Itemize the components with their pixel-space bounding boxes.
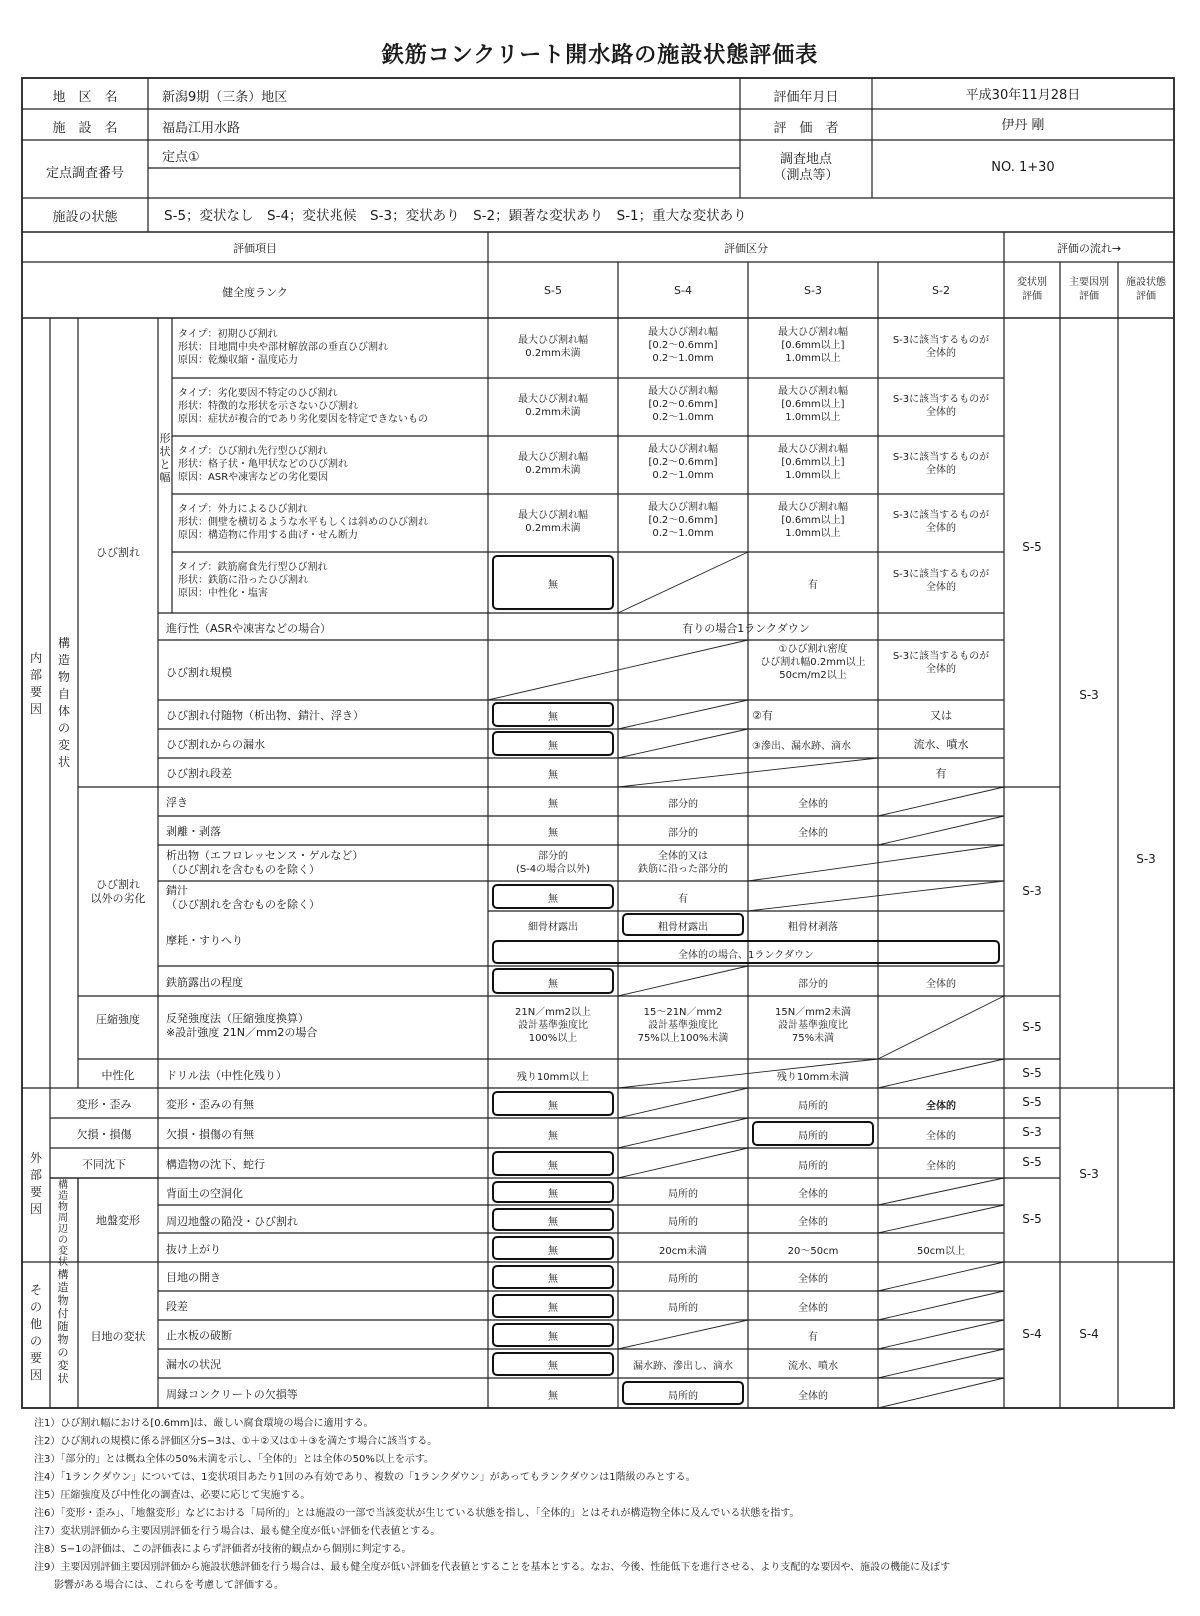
head-eval-item: 評価項目 <box>233 242 277 255</box>
crack-type-5: タイプ：鉄筋腐食先行型ひび割れ 形状：鉄筋に沿ったひび割れ 原因：中性化・塩害 <box>178 562 328 599</box>
group-compress: 圧縮強度 <box>96 1013 140 1026</box>
crack-type-1-s3: 最大ひび割れ幅 [0.6mm以上] 1.0mm以上 <box>778 327 848 364</box>
joint-open-s5: 無 <box>548 1274 558 1285</box>
wear-s5: 細骨材露出 <box>528 922 578 933</box>
rust-s4: 有 <box>678 894 688 905</box>
settle-s5: 無 <box>548 1161 558 1172</box>
head-col-b: 主要因別 評価 <box>1069 277 1109 302</box>
group-neutral: 中性化 <box>101 1069 135 1082</box>
district-label: 地 区 名 <box>52 90 118 105</box>
leak-state-s5: 無 <box>548 1361 558 1372</box>
stop-s3: 有 <box>808 1332 818 1343</box>
note-2: 注2）ひび割れの規模に係る評価区分S−3は、①＋②又は①＋③を満たす場合に該当する。 <box>34 1436 438 1447</box>
group-non-crack: ひび割れ 以外の劣化 <box>90 878 146 905</box>
head-s4: S-4 <box>674 284 692 297</box>
compress-s5: 21N／mm2以上 設計基準強度比 100%以上 <box>514 1007 592 1044</box>
spall-s4: 部分的 <box>668 828 698 839</box>
leak-state-s3: 流水、噴水 <box>788 1361 838 1372</box>
step-s2: 有 <box>935 767 947 780</box>
result-neutral: S-5 <box>1022 1066 1042 1080</box>
rebar-s2: 全体的 <box>926 979 956 990</box>
crack-type-3: タイプ：ひび割れ先行型ひび割れ 形状：格子状・亀甲状などのひび割れ 原因：ASRや凍害などの劣化要因 <box>178 446 348 483</box>
damage-s5: 無 <box>548 1131 558 1142</box>
evaluator-label: 評 価 者 <box>773 121 839 136</box>
efflo-s4: 全体的又は 鉄筋に沿った部分的 <box>638 851 728 875</box>
result-internal: S-3 <box>1079 688 1099 702</box>
group-attached: 構造物付随物の変状 <box>57 1268 69 1385</box>
rust-item: 錆汁 （ひび割れを含むものを除く） <box>166 884 320 911</box>
head-s2: S-2 <box>932 284 950 297</box>
compress-s4: 15～21N／mm2 設計基準強度比 75%以上100%未満 <box>637 1007 729 1044</box>
note-4: 注4）「1ランクダウン」については、1変状項目あたり1回のみ有効であり、複数の「1ランクダウン」があってもランクダウンは1階級のみとする。 <box>34 1472 696 1483</box>
spall-s5: 無 <box>548 828 558 839</box>
attach-s2: 又は <box>930 709 952 722</box>
result-settle: S-5 <box>1022 1155 1042 1169</box>
head-col-c: 施設状態 評価 <box>1126 277 1166 302</box>
step-s5: 無 <box>548 770 558 781</box>
head-health-rank: 健全度ランク <box>222 286 288 299</box>
void-item: 背面土の空洞化 <box>166 1187 243 1200</box>
uplift-item: 抜け上がり <box>166 1243 221 1256</box>
note-9: 注9）主要因別評価主要因別評価から施設状態評価を行う場合は、最も健全度が低い評価を代表値とすることを基本とする。なお、今後、性能低下を進行させる、より支配的な要因や、施設の機能に及ぼす <box>34 1562 951 1573</box>
rebar-s3: 部分的 <box>798 979 828 990</box>
damage-s2: 全体的 <box>926 1131 956 1142</box>
eval-date-value: 平成30年11月28日 <box>965 88 1081 103</box>
step-item: ひび割れ段差 <box>166 767 232 780</box>
crack-type-5-s5: 無 <box>548 580 558 591</box>
district-value: 新潟9期（三条）地区 <box>162 90 288 105</box>
settle-s3: 局所的 <box>798 1161 828 1172</box>
crack-type-3-s3: 最大ひび割れ幅 [0.6mm以上] 1.0mm以上 <box>778 444 848 481</box>
deform-s2: 全体的 <box>926 1101 956 1112</box>
leak-item: ひび割れからの漏水 <box>166 738 265 751</box>
edge-item: 周縁コンクリートの欠損等 <box>166 1388 298 1401</box>
group-deform: 変形・歪み <box>76 1098 132 1111</box>
neutral-s5: 残り10mm以上 <box>516 1072 590 1083</box>
attach-s3: ②有 <box>752 709 773 722</box>
group-joint: 目地の変状 <box>90 1330 146 1343</box>
leak-s3: ③滲出、漏水跡、滴水 <box>752 741 851 752</box>
eval-date-label: 評価年月日 <box>773 90 839 105</box>
result-joint: S-4 <box>1022 1327 1042 1341</box>
note-7: 注7）変状別評価から主要因別評価を行う場合は、最も健全度が低い評価を代表値とする。 <box>34 1526 441 1537</box>
result-external: S-3 <box>1079 1167 1099 1181</box>
note-3: 注3）「部分的」とは概ね全体の50%未満を示し、「全体的」とは全体の50%以上を示す。 <box>34 1454 435 1465</box>
note-9-cont: 影響がある場合には、これらを考慮して評価する。 <box>34 1580 284 1591</box>
settle-s2: 全体的 <box>926 1161 956 1172</box>
edge-s4: 局所的 <box>668 1391 698 1402</box>
neutral-s3: 残り10mm未満 <box>776 1072 850 1083</box>
crack-type-3-s5: 最大ひび割れ幅 0.2mm未満 <box>518 452 588 476</box>
float-item: 浮き <box>166 796 188 809</box>
note-6: 注6）「変形・歪み」、「地盤変形」などにおける「局所的」とは施設の一部で当該変状が生じている状態を指し、「全体的」とはそれが構造物全体に及んでいる状態を指す。 <box>34 1508 800 1519</box>
crack-type-1-s5: 最大ひび割れ幅 0.2mm未満 <box>518 335 588 359</box>
leak-s5: 無 <box>548 741 558 752</box>
stop-item: 止水板の破断 <box>166 1329 232 1342</box>
stop-s5: 無 <box>548 1332 558 1343</box>
wear-s3: 粗骨材剥落 <box>788 922 838 933</box>
rust-s5: 無 <box>548 894 558 905</box>
crack-type-2-s5: 最大ひび割れ幅 0.2mm未満 <box>518 394 588 418</box>
result-other: S-4 <box>1079 1327 1099 1341</box>
damage-s3: 局所的 <box>798 1131 828 1142</box>
joint-open-s3: 全体的 <box>798 1274 828 1285</box>
result-crack: S-5 <box>1022 540 1042 554</box>
progress-item: 進行性（ASRや凍害などの場合） <box>166 622 332 635</box>
result-deform: S-5 <box>1022 1095 1042 1109</box>
group-external: 外部要因 <box>29 1151 42 1216</box>
group-shape-width: 形状と幅 <box>159 432 171 484</box>
facility-label: 施 設 名 <box>52 121 118 136</box>
sink-s5: 無 <box>548 1217 558 1228</box>
deform-s3: 局所的 <box>798 1101 828 1112</box>
crack-type-2-s4: 最大ひび割れ幅 [0.2～0.6mm] 0.2～1.0mm <box>648 386 718 423</box>
result-compress: S-5 <box>1022 1020 1042 1034</box>
crack-type-2-s2: S-3に該当するものが 全体的 <box>892 394 990 418</box>
crack-type-4: タイプ：外力によるひび割れ 形状：側壁を横切るような水平もしくは斜めのひび割れ 原因：構造物に作用する曲げ・せん断力 <box>178 504 428 541</box>
sink-item: 周辺地盤の陥没・ひび割れ <box>166 1215 298 1228</box>
head-col-a: 変状別 評価 <box>1017 277 1047 302</box>
spall-item: 剥離・剥落 <box>166 825 221 838</box>
float-s4: 部分的 <box>668 799 698 810</box>
crack-type-5-s3: 有 <box>808 580 818 591</box>
state-label: 施設の状態 <box>52 210 118 225</box>
compress-item: 反発強度法（圧縮強度換算） ※設計強度 21N／mm2の場合 <box>166 1012 318 1039</box>
group-damage: 欠損・損傷 <box>76 1128 132 1141</box>
survey-no-value: 定点① <box>162 150 200 165</box>
float-s3: 全体的 <box>798 799 828 810</box>
joint-step-s4: 局所的 <box>668 1303 698 1314</box>
uplift-s3: 20～50cm <box>787 1246 839 1257</box>
group-ground: 地盤変形 <box>96 1214 140 1227</box>
leak-s2: 流水、噴水 <box>913 738 969 751</box>
crack-type-1: タイプ：初期ひび割れ 形状：目地間中央や部材解放部の垂直ひび割れ 原因：乾燥収縮・温度応力 <box>178 329 388 366</box>
group-settle: 不同沈下 <box>82 1158 126 1171</box>
result-damage: S-3 <box>1022 1125 1042 1139</box>
survey-no-label: 定点調査番号 <box>45 166 124 181</box>
edge-s3: 全体的 <box>798 1391 828 1402</box>
deform-item: 変形・歪みの有無 <box>166 1098 254 1111</box>
result-ground: S-5 <box>1022 1212 1042 1226</box>
scale-s3: ①ひび割れ密度 ひび割れ幅0.2mm以上 50cm/m2以上 <box>760 644 866 681</box>
neutral-item: ドリル法（中性化残り） <box>166 1069 287 1082</box>
float-s5: 無 <box>548 799 558 810</box>
void-s3: 全体的 <box>798 1189 828 1200</box>
state-value: S-5；変状なし S-4；変状兆候 S-3；変状あり S-2；顕著な変状あり S-1；重大な変状あり <box>164 208 747 224</box>
joint-step-s5: 無 <box>548 1303 558 1314</box>
location-label: 調査地点 （測点等） <box>773 152 839 183</box>
scale-s2: S-3に該当するものが 全体的 <box>892 651 990 675</box>
group-around: 構造物周辺の変状 <box>58 1180 68 1268</box>
crack-type-4-s5: 最大ひび割れ幅 0.2mm未満 <box>518 510 588 534</box>
rebar-item: 鉄筋露出の程度 <box>166 976 243 989</box>
deform-s5: 無 <box>548 1101 558 1112</box>
crack-type-1-s2: S-3に該当するものが 全体的 <box>892 335 990 359</box>
wear-down: 全体的の場合、1ランクダウン <box>678 950 814 961</box>
sink-s4: 局所的 <box>668 1217 698 1228</box>
group-other: その他の要因 <box>29 1283 42 1382</box>
note-8: 注8）S−1の評価は、この評価表によらず評価者が技術的観点から個別に判定する。 <box>34 1544 412 1555</box>
wear-s4: 粗骨材露出 <box>658 922 708 933</box>
page-title: 鉄筋コンクリート開水路の施設状態評価表 <box>381 43 819 68</box>
leak-state-s4: 漏水跡、滲出し、滴水 <box>633 1361 733 1372</box>
crack-type-2: タイプ：劣化要因不特定のひび割れ 形状：特徴的な形状を示さないひび割れ 原因：症状が複合的であり劣化要因を特定できないもの <box>178 388 428 425</box>
uplift-s4: 20cm未満 <box>659 1246 707 1257</box>
void-s4: 局所的 <box>668 1189 698 1200</box>
crack-type-1-s4: 最大ひび割れ幅 [0.2～0.6mm] 0.2～1.0mm <box>648 327 718 364</box>
efflo-item: 析出物（エフロレッセンス・ゲルなど） （ひび割れを含むものを除く） <box>166 849 364 876</box>
attach-s5: 無 <box>548 712 558 723</box>
facility-value: 福島江用水路 <box>162 121 241 136</box>
rebar-s5: 無 <box>548 979 558 990</box>
crack-type-2-s3: 最大ひび割れ幅 [0.6mm以上] 1.0mm以上 <box>778 386 848 423</box>
spall-s3: 全体的 <box>798 828 828 839</box>
evaluator-value: 伊丹 剛 <box>1001 118 1045 133</box>
compress-s3: 15N／mm2未満 設計基準強度比 75%未満 <box>774 1007 852 1044</box>
note-1: 注1）ひび割れ幅における[0.6mm]は、厳しい腐食環境の場合に適用する。 <box>34 1418 374 1429</box>
void-s5: 無 <box>548 1189 558 1200</box>
uplift-s2: 50cm以上 <box>917 1246 965 1257</box>
joint-step-item: 段差 <box>166 1300 188 1313</box>
attach-item: ひび割れ付随物（析出物、錆汁、浮き） <box>166 709 364 722</box>
group-internal: 内部要因 <box>29 651 42 716</box>
head-s3: S-3 <box>804 284 822 297</box>
scale-item: ひび割れ規模 <box>166 666 232 679</box>
edge-s5: 無 <box>548 1391 558 1402</box>
crack-type-4-s2: S-3に該当するものが 全体的 <box>892 510 990 534</box>
settle-item: 構造物の沈下、蛇行 <box>166 1158 265 1171</box>
result-non-crack: S-3 <box>1022 884 1042 898</box>
sink-s3: 全体的 <box>798 1217 828 1228</box>
joint-open-item: 目地の開き <box>166 1271 221 1284</box>
group-structure-self: 構造物自体の変状 <box>57 636 70 769</box>
wear-item: 摩耗・すりへり <box>166 934 243 947</box>
crack-type-4-s4: 最大ひび割れ幅 [0.2～0.6mm] 0.2～1.0mm <box>648 502 718 539</box>
crack-type-5-s2: S-3に該当するものが 全体的 <box>892 569 990 593</box>
head-eval-class: 評価区分 <box>724 242 768 255</box>
group-crack: ひび割れ <box>96 546 140 559</box>
leak-state-item: 漏水の状況 <box>166 1358 221 1371</box>
crack-type-3-s4: 最大ひび割れ幅 [0.2～0.6mm] 0.2～1.0mm <box>648 444 718 481</box>
uplift-s5: 無 <box>548 1246 558 1257</box>
location-value: NO. 1+30 <box>991 160 1055 175</box>
result-overall: S-3 <box>1136 852 1156 866</box>
head-s5: S-5 <box>544 284 562 297</box>
efflo-s5: 部分的 (S-4の場合以外) <box>515 851 591 875</box>
joint-open-s4: 局所的 <box>668 1274 698 1285</box>
progress-value: 有りの場合1ランクダウン <box>682 622 810 635</box>
head-eval-flow: 評価の流れ→ <box>1056 242 1122 255</box>
damage-item: 欠損・損傷の有無 <box>166 1128 254 1141</box>
crack-type-3-s2: S-3に該当するものが 全体的 <box>892 452 990 476</box>
note-5: 注5）圧縮強度及び中性化の調査は、必要に応じて実施する。 <box>34 1490 311 1501</box>
crack-type-4-s3: 最大ひび割れ幅 [0.6mm以上] 1.0mm以上 <box>778 502 848 539</box>
joint-step-s3: 全体的 <box>798 1303 828 1314</box>
